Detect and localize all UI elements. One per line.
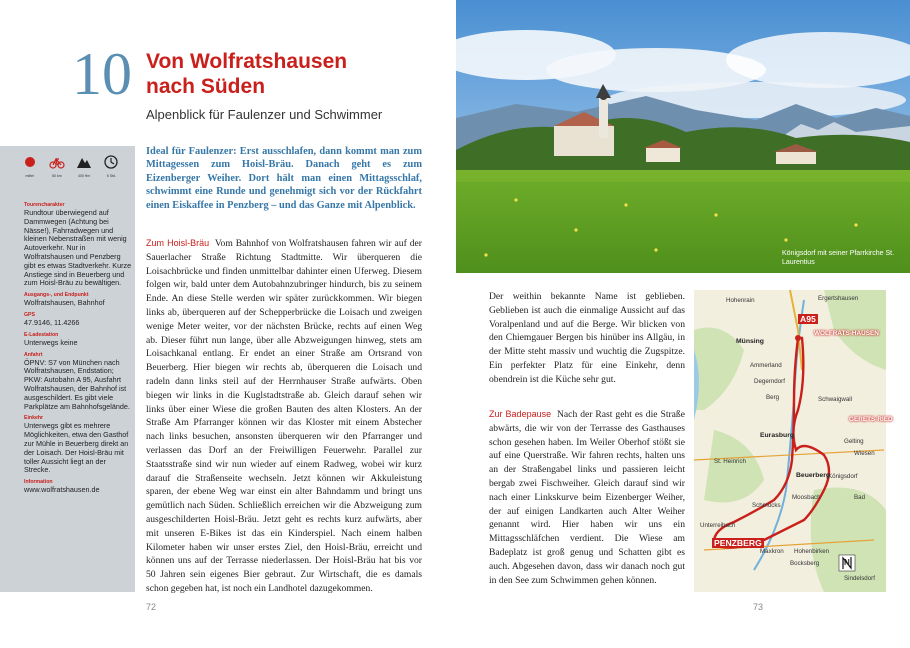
map-label-a95: A95 xyxy=(800,314,816,324)
map-label-wiesen: Wiesen xyxy=(854,450,875,457)
map-label-beuerberg: Beuerberg xyxy=(796,472,830,479)
intro-paragraph: Ideal für Faulenzer: Erst ausschlafen, dann kommt man zum Mittagessen zum Hoisl-Bräu. Danach geht es zum Eizenberger Weiher. Dort hält man einen Mittagsschlaf, schwimmt eine Runde und genehmigt sich vor der Rückfahrt einen Eiskaffee in Penzberg – und das Ganze mit Alpenblick. xyxy=(146,146,422,211)
info-food: Einkehr Unterwegs gibt es mehrere Möglichkeiten, etwa den Gasthof zur Mühle in Beuerberg direkt an der Loisach. Der Hoisl-Bräu mit toller Aussicht liegt an der Strecke. xyxy=(24,415,129,475)
stat-difficulty: mittel xyxy=(17,154,43,178)
photo-caption: Königsdorf mit seiner Pfarrkirche St. Laurentius xyxy=(782,250,895,266)
map-label-geretsried: GERETS-RIED xyxy=(849,416,893,423)
landscape-photo-image xyxy=(456,0,910,273)
map-label-sindelsdorf: Sindelsdorf xyxy=(844,575,875,582)
info-arrival: Anfahrt ÖPNV: S7 von München nach Wolfratshausen, Endstation; PKW: Autobahn A 95, Ausfahrt Wolfratshausen, der Bahnhof ist ausgeschildert. Es gibt viele Parkplätze am Bahnhofsgelände. xyxy=(24,351,130,411)
body-text-right-1: Der weithin bekannte Name ist geblieben. Geblieben ist auch die einmalige Aussicht auf das Voralpenland und auf die Berge. Wir blicken von den Chiemgauer Bergen bis hinüber ins Allgäu, in der Mitte steht massiv und wuchtig die Zugspitze. Ein perfekter Platz für eine Einkehr, denn obendrein ist die Küche sehr gut. xyxy=(489,291,685,385)
body-text-left: Zum Hoisl-Bräu Vom Bahnhof von Wolfratshausen fahren wir auf der Sauerlacher Straße Richtung Stadtmitte. Wir überqueren die Loisachbrücke und finden unmittelbar dahinter einen Uferweg. Diesem folgen wir, bald unter dem Autobahnzubringer hindurch, bis zu seinem Ende. An diese Stelle werden wir später zurückkommen. Wir biegen links ab, überqueren auf der Schepperbrücke die Loisach und zweigen wenige Meter weiter, vor der nächsten Brücke, rechts auf einen Weg ab. Dieser führt nun lange, über alle Abzweigungen hinweg, stets am Loisachkanal entlang. Er endet an einer Straße am Ortsrand von Beuerberg. Hier biegen wir rechts ab, überqueren die Loisach und radeln dann links steil auf der Herrnhauser Straße aufwärts. Oben biegen wir links in die Kuglstadtstraße ab. Gleich darauf sehen wir links über einer Wiese die großen Bauten des alten Klosters. An der Straße Am Pfarranger können wir das Kloster mit einem Abstecher nach links besuchen, ansonsten überqueren wir den Pfarranger und verlassen das Dorf an der Freiwilligen Feuerwehr. Parallel zur Staatsstraße sind wir nun wieder auf einem Radweg, wobei wir kurz darauf die Straßenseite wechseln. Jetzt können wir Akkuleistung sparen, der ebene Weg war einst ein alter Bahndamm und bringt uns gemütlich nach Süden. Schließlich erreichen wir die Abzweigung zum ausgeschilderten Hoisl-Bräu. Jetzt geht es rechts kurz aufwärts, aber mit unseren E-Bikes ist das ein Kinderspiel. Nach einem halben Kilometer haben wir unser erstes Ziel, den Hoisl-Bräu, erreicht und können uns auf der Terrasse niederlassen. Der Hoisl-Bräu hat bis vor 50 Jahren sein eigenes Bier gebraut. Zur Wirtschaft, die es damals schon gegeben hat, ist noch ein Landhotel dazugekommen. xyxy=(146,238,422,594)
clock-icon xyxy=(103,154,119,170)
map-label-muensing: Münsing xyxy=(736,338,764,345)
stat-elevation: 400 Hm xyxy=(71,154,97,178)
landscape-photo xyxy=(456,0,910,273)
map-label-ammerland: Ammerland xyxy=(750,362,782,369)
bicycle-icon xyxy=(49,154,65,170)
info-website: Information www.wolfratshausen.de xyxy=(24,479,100,495)
map-label-koenigsdorf: Königsdorf xyxy=(828,473,858,480)
route-map xyxy=(694,290,893,592)
map-label-bad: Bad xyxy=(854,494,866,501)
stat-distance: 60 km xyxy=(44,154,70,178)
map-label-gelting: Gelting xyxy=(844,438,864,445)
map-label-unterreibach: Unterreibach xyxy=(700,522,736,529)
map-label-eurasburg: Eurasburg xyxy=(760,432,794,439)
map-label-schwaigwall: Schwaigwall xyxy=(818,396,853,403)
info-gps: GPS 47.9146, 11.4266 xyxy=(24,311,80,327)
mountain-icon xyxy=(76,154,92,170)
info-charging: E-Ladestation Unterwegs keine xyxy=(24,331,78,347)
tour-info-list xyxy=(24,202,132,499)
map-label-wolfratshausen: WOLFRATS-HAUSEN xyxy=(814,330,879,337)
tour-info-sidebar xyxy=(0,146,135,592)
map-label-ergertshausen: Ergertshausen xyxy=(818,295,859,302)
section-keyword: Zum Hoisl-Bräu xyxy=(146,238,210,248)
map-label-moosbach: Moosbach xyxy=(792,494,821,501)
dot-icon xyxy=(22,154,38,170)
north-arrow-icon: N xyxy=(844,558,850,567)
map-label-degerndorf: Degerndorf xyxy=(754,378,785,385)
map-label-hohenrain: Hohenrain xyxy=(726,297,755,304)
map-label-heinrich: St. Heinrich xyxy=(714,458,746,465)
info-start: Ausgangs-, und Endpunkt Wolfratshausen, Bahnhof xyxy=(24,292,105,308)
map-label-bocksberg: Bocksberg xyxy=(790,560,820,567)
chapter-number: 10 xyxy=(72,41,132,107)
map-label-hohenbirken: Hohenbirken xyxy=(794,548,830,555)
chapter-subtitle: Alpenblick für Faulenzer und Schwimmer xyxy=(146,107,383,122)
right-page xyxy=(455,0,910,648)
page-number-right: 73 xyxy=(753,602,764,612)
body-text-right-2: Zur Badepause Nach der Rast geht es die Straße abwärts, die wir von der Terrasse des Gasthauses schon gesehen haben. Im Weiler Oberhof stößt sie auf eine Querstraße. Wir fahren rechts, halten uns an der Straßengabel links und passieren leicht bergab zwei Fischweiher. Gleich darauf sind wir nach einer Linkskurve beim Eizenberger Weiher, der auf einigen Landkarten auch Alter Weiher genannt wird. Hier haben wir uns ein Mittagsschläfchen verdient. Die Wiese am Badeplatz ist groß genug und Schatten gibt es auch. Abgesehen davon, dass wir danach noch gut in den See zum Schwimmen gehen können. xyxy=(489,409,685,586)
stat-duration: 5 Std. xyxy=(98,154,124,178)
info-character: Tourencharakter Rundtour überwiegend auf Dammwegen (Achtung bei Nässe!), Fahrradwegen und kleinen Nebenstraßen mit wenig Autoverkehr. Nur in Wolfratshausen und Penzberg gibt es etwas Stadtverkehr. Kurze Anstiege sind in Beuerberg und zum Hoisl-Bräu zu bewältigen. xyxy=(24,202,132,288)
section-keyword-2: Zur Badepause xyxy=(489,409,552,419)
tour-stats xyxy=(0,146,135,178)
map-label-maxkron: Maxkron xyxy=(760,548,784,555)
chapter-title: Von Wolfratshausen nach Süden xyxy=(146,50,348,98)
map-label-berg: Berg xyxy=(766,394,780,401)
map-label-penzberg: PENZBERG xyxy=(714,538,762,548)
map-label-schmucks: Schmucks xyxy=(752,502,781,509)
page-number-left: 72 xyxy=(146,602,157,612)
